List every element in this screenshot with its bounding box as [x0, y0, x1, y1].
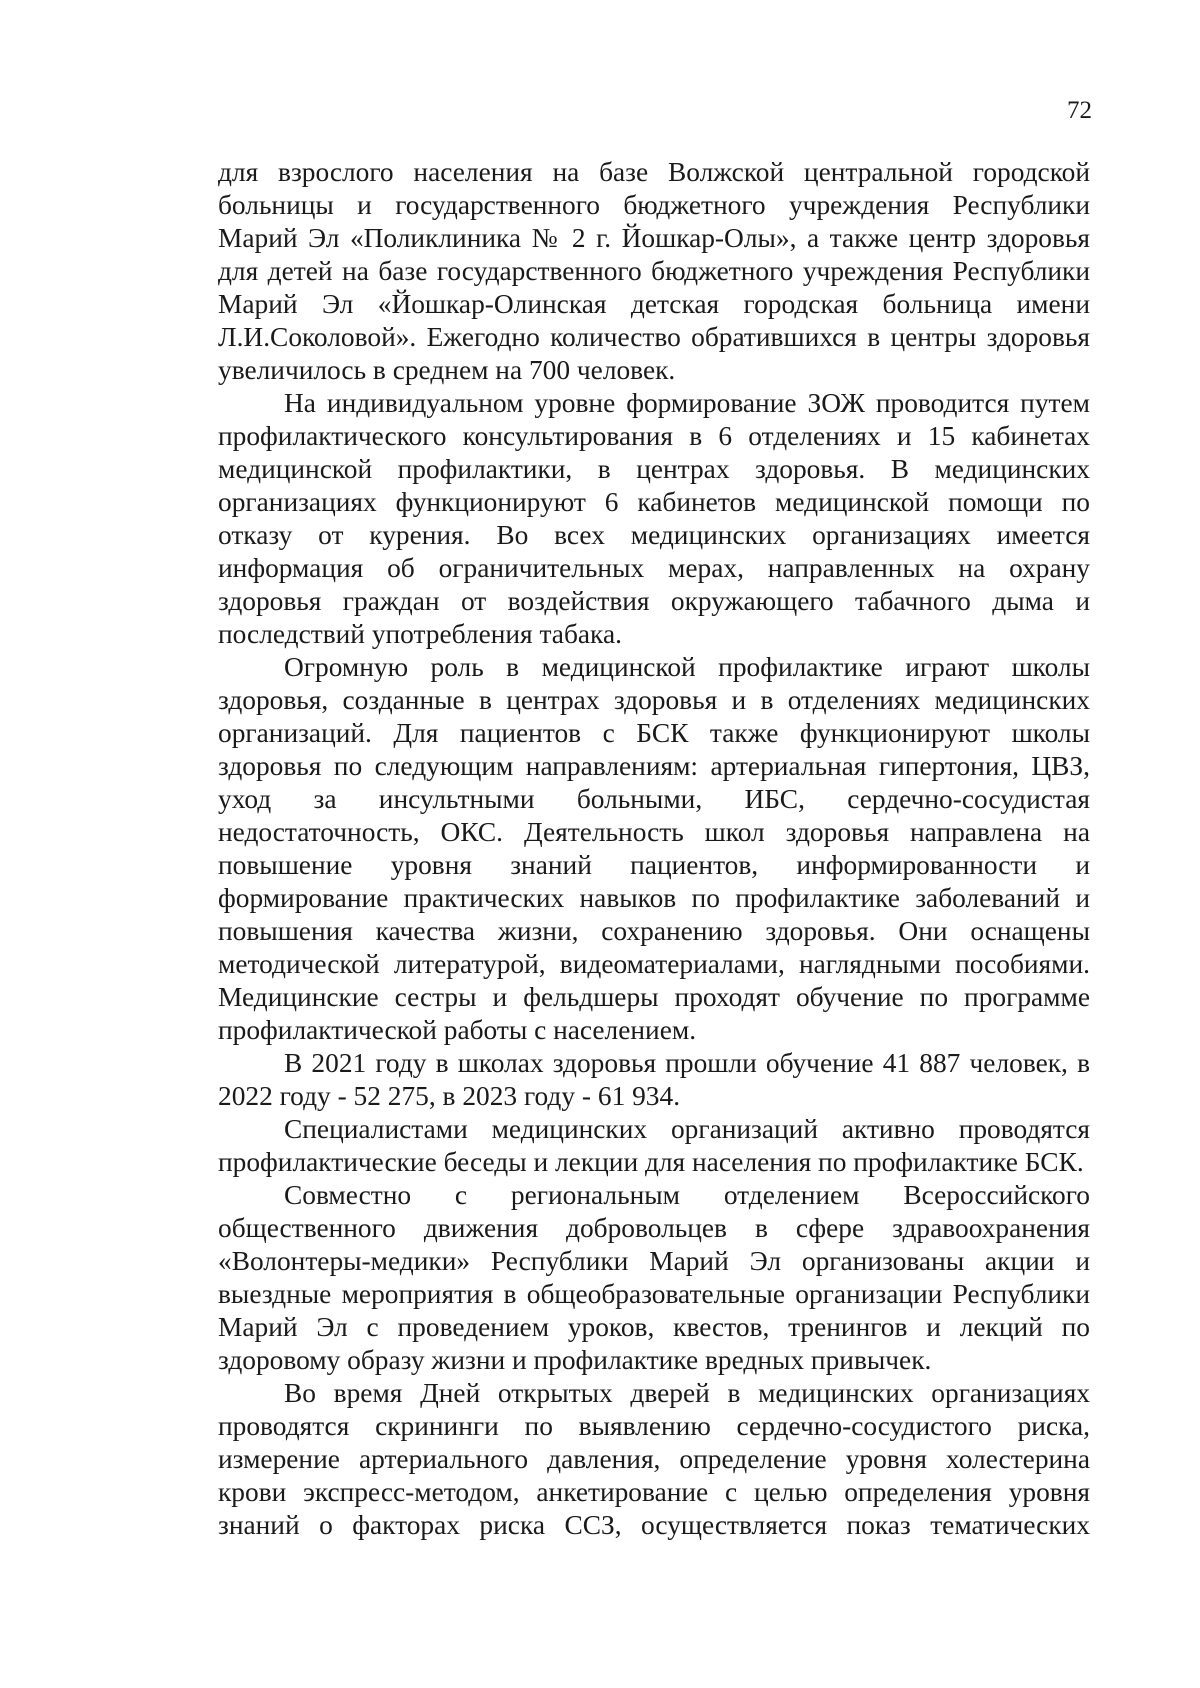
paragraph: Огромную роль в медицинской профилактике играют школы здоровья, созданные в центрах здоровья и в отделениях медицинских организаций. Для пациентов с БСК также функционируют школы здоровья по следующим направлениям: артериальная гипертония, ЦВЗ, уход за инсультными больными, ИБС, сердечно-сосудистая недостаточность, ОКС. Деятельность школ здоровья направлена на повышение уровня знаний пациентов, информированности и формирование практических навыков по профилактике заболеваний и повышения качества жизни, сохранению здоровья. Они оснащены методической литературой, видеоматериалами, наглядными пособиями. Медицинские сестры и фельдшеры проходят обучение по программе профилактической работы с населением. [218, 652, 1090, 1045]
page-number: 72 [1067, 97, 1092, 124]
paragraph: На индивидуальном уровне формирование ЗОЖ проводится путем профилактического консультирования в 6 отделениях и 15 кабинетах медицинской профилактики, в центрах здоровья. В медицинских организациях функционируют 6 кабинетов медицинской помощи по отказу от курения. Во всех медицинских организациях имеется информация об ограничительных мерах, направленных на охрану здоровья граждан от воздействия окружающего табачного дыма и последствий употребления табака. [218, 388, 1090, 649]
paragraph: В 2021 году в школах здоровья прошли обучение 41 887 человек, в 2022 году - 52 275, в 2023 году - 61 934. [218, 1048, 1090, 1111]
paragraph: для взрослого населения на базе Волжской центральной городской больницы и государственного бюджетного учреждения Республики Марий Эл «Поликлиника № 2 г. Йошкар-Олы», а также центр здоровья для детей на базе государственного бюджетного учреждения Республики Марий Эл «Йошкар-Олинская детская городская больница имени Л.И.Соколовой». Ежегодно количество обратившихся в центры здоровья увеличилось в среднем на 700 человек. [218, 157, 1090, 385]
paragraph: Совместно с региональным отделением Всероссийского общественного движения добровольцев в сфере здравоохранения «Волонтеры-медики» Республики Марий Эл организованы акции и выездные мероприятия в общеобразовательные организации Республики Марий Эл с проведением уроков, квестов, тренингов и лекций по здоровому образу жизни и профилактике вредных привычек. [218, 1180, 1090, 1375]
paragraph: Специалистами медицинских организаций активно проводятся профилактические беседы и лекции для населения по профилактике БСК. [218, 1114, 1090, 1177]
document-body [218, 156, 1090, 1542]
paragraph: Во время Дней открытых дверей в медицинских организациях проводятся скрининги по выявлению сердечно-сосудистого риска, измерение артериального давления, определение уровня холестерина крови экспресс-методом, анкетирование с целью определения уровня знаний о факторах риска ССЗ, осуществляется показ тематических [218, 1378, 1090, 1540]
